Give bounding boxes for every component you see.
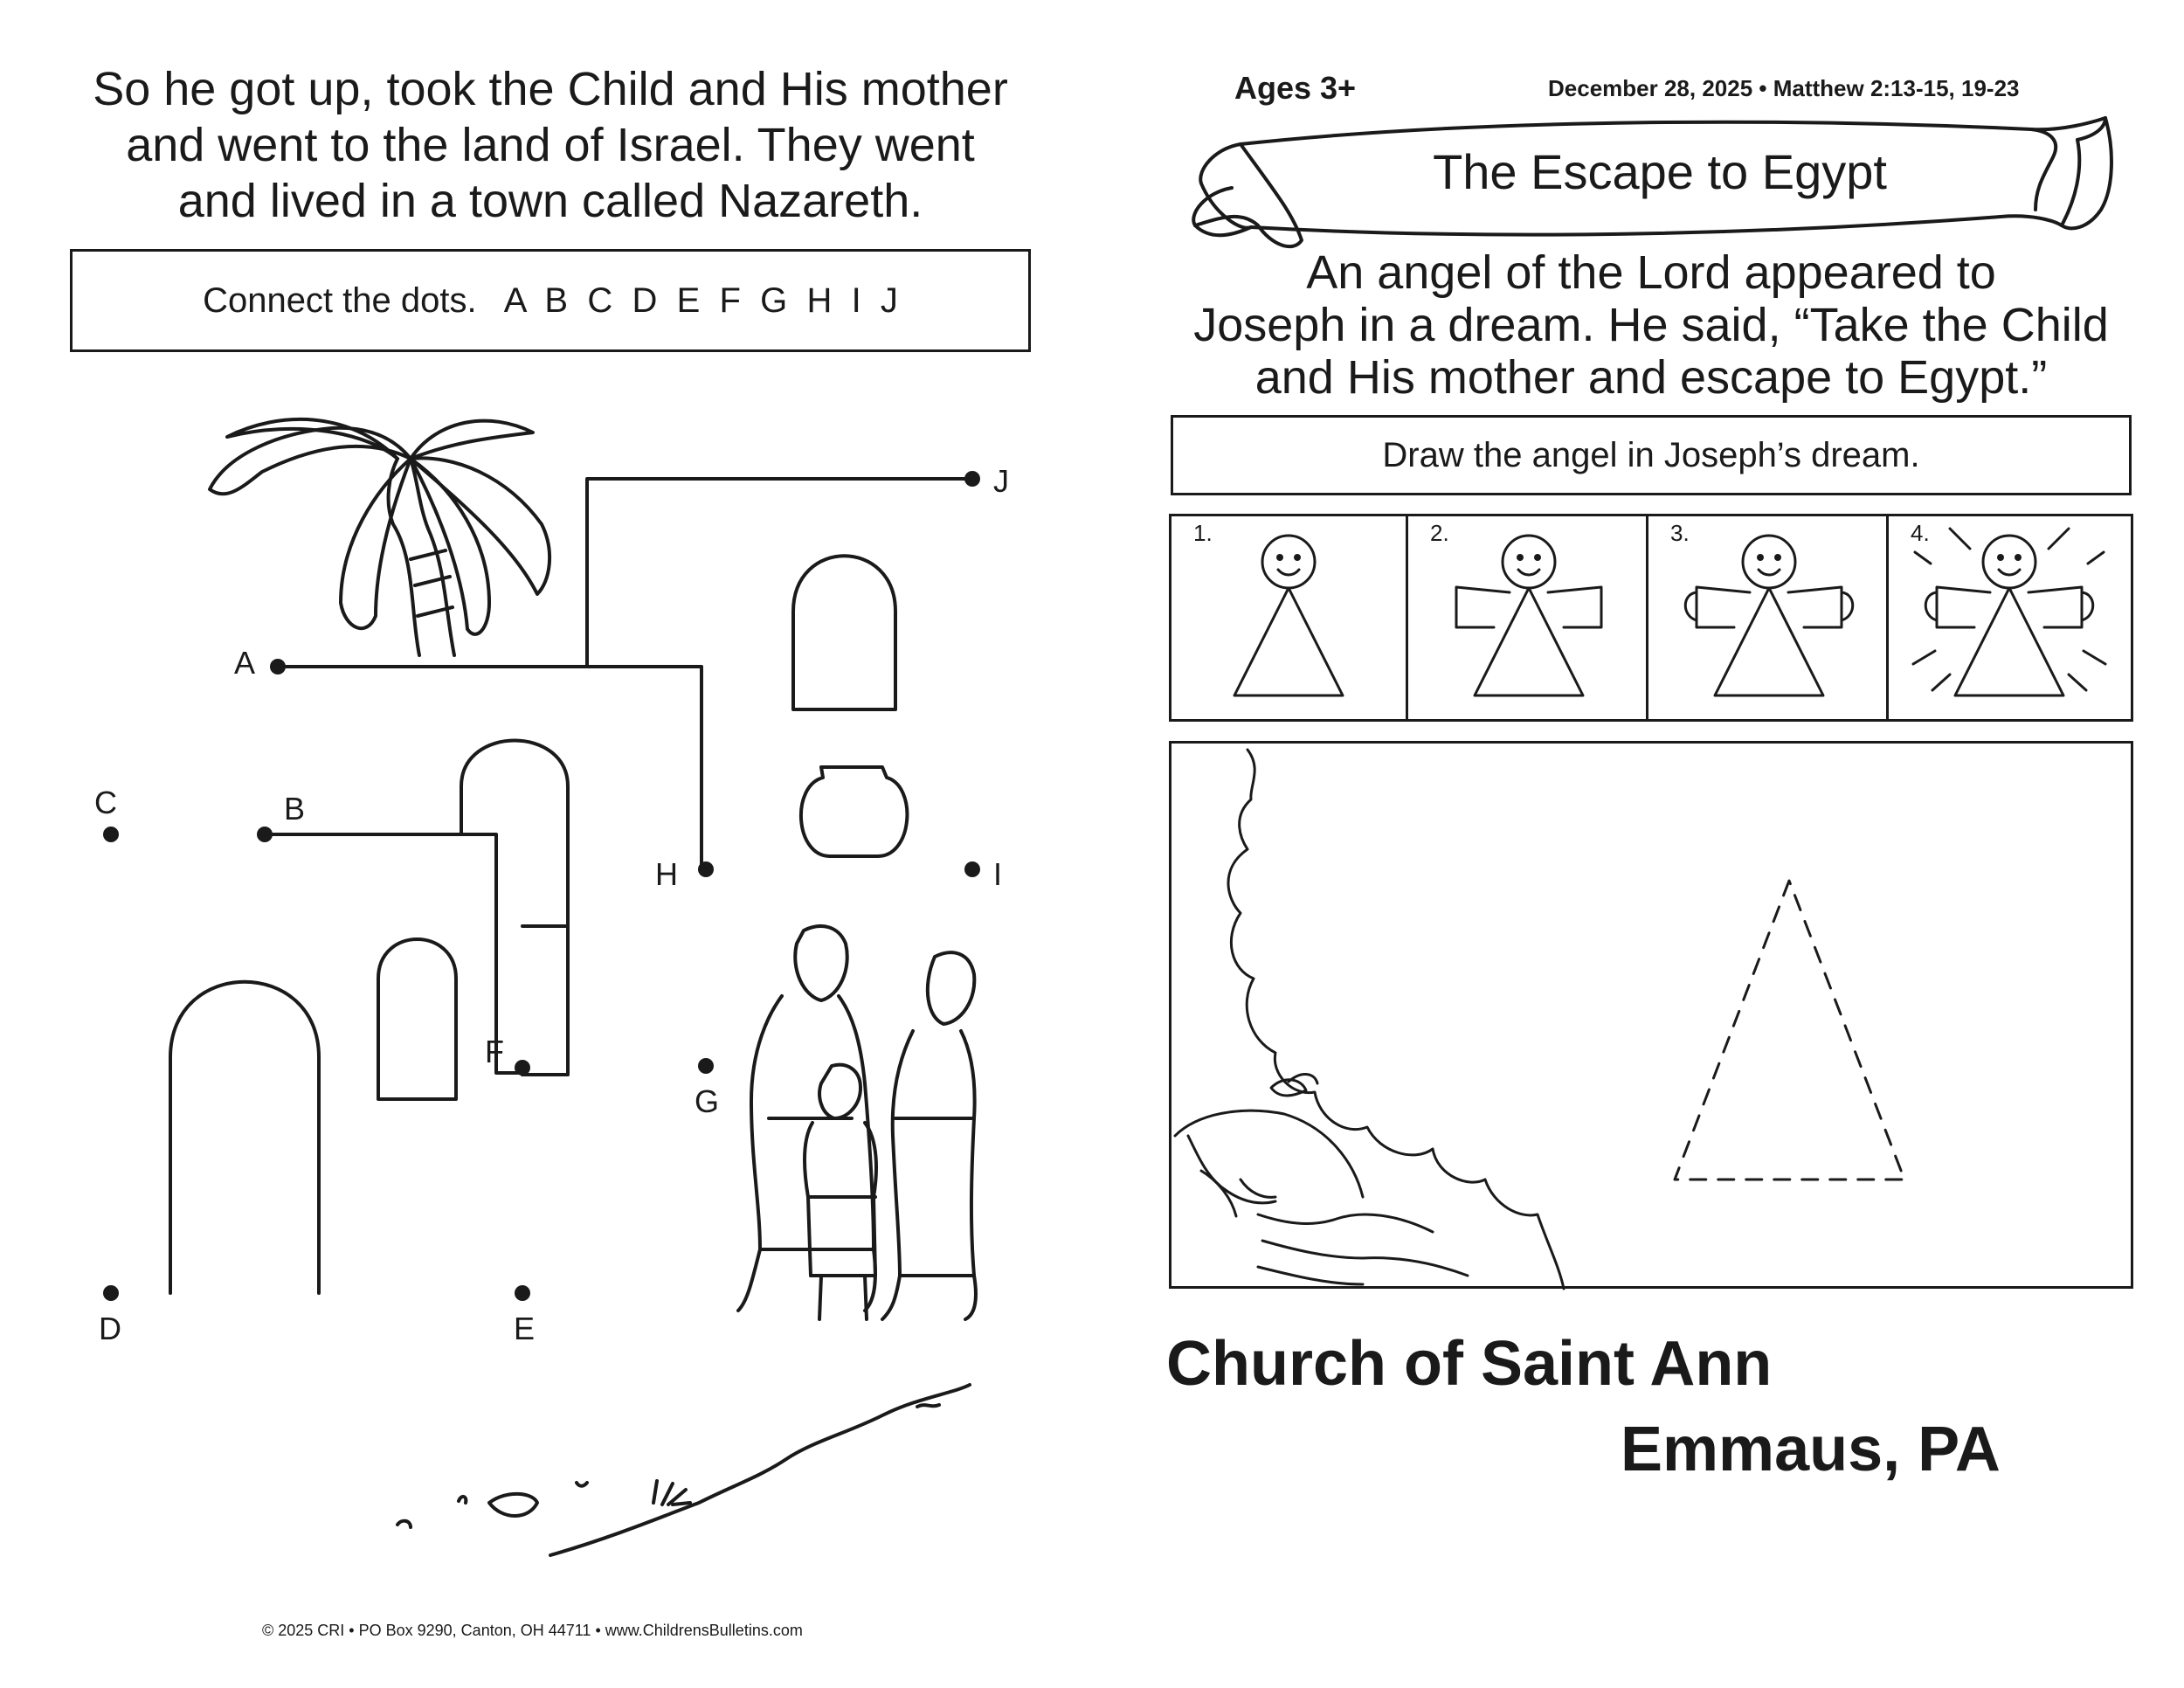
church-location: Emmaus, PA [1621,1415,2001,1484]
connect-dots-instruction: Connect the dots. A B C D E F G H I J [203,280,898,320]
dot-label-c: C [94,785,117,820]
step-number-2: 2. [1430,520,1449,546]
dashed-angel-triangle [1675,881,1904,1180]
dot-label-a: A [234,645,256,681]
dot-label-f: F [485,1034,504,1069]
page-title: The Escape to Egypt [1433,144,1887,199]
dot-label-b: B [284,791,306,827]
church-name: Church of Saint Ann [1166,1329,1773,1399]
dot-label-i: I [993,856,1003,892]
age-range-label: Ages 3+ [1234,70,1357,106]
dot-label-g: G [695,1083,720,1119]
right-verse-line: and His mother and escape to Egypt.” [1254,351,2048,404]
dot-label-j: J [993,463,1009,499]
dot-label-e: E [514,1311,536,1346]
step-number-1: 1. [1193,520,1213,546]
sleeping-joseph-figure [1175,1075,1468,1284]
copyright-footer: © 2025 CRI • PO Box 9290, Canton, OH 44711 • www.ChildrensBulletins.com [262,1622,803,1639]
dream-cloud-outline [1228,750,1564,1289]
right-verse-line: Joseph in a dream. He said, “Take the Child [1193,299,2109,351]
left-verse-line: and went to the land of Israel. They went [126,119,975,171]
left-verse-line: So he got up, took the Child and His mother [93,63,1008,115]
step-number-4: 4. [1911,520,1930,546]
right-verse-line: An angel of the Lord appeared to [1306,246,1996,299]
draw-angel-instruction: Draw the angel in Joseph’s dream. [1382,435,1920,474]
left-verse-line: and lived in a town called Nazareth. [177,175,923,227]
date-scripture-reference: December 28, 2025 • Matthew 2:13-15, 19-23 [1548,75,2020,101]
step-number-3: 3. [1670,520,1690,546]
dot-label-d: D [99,1311,121,1346]
dot-label-h: H [655,856,678,892]
